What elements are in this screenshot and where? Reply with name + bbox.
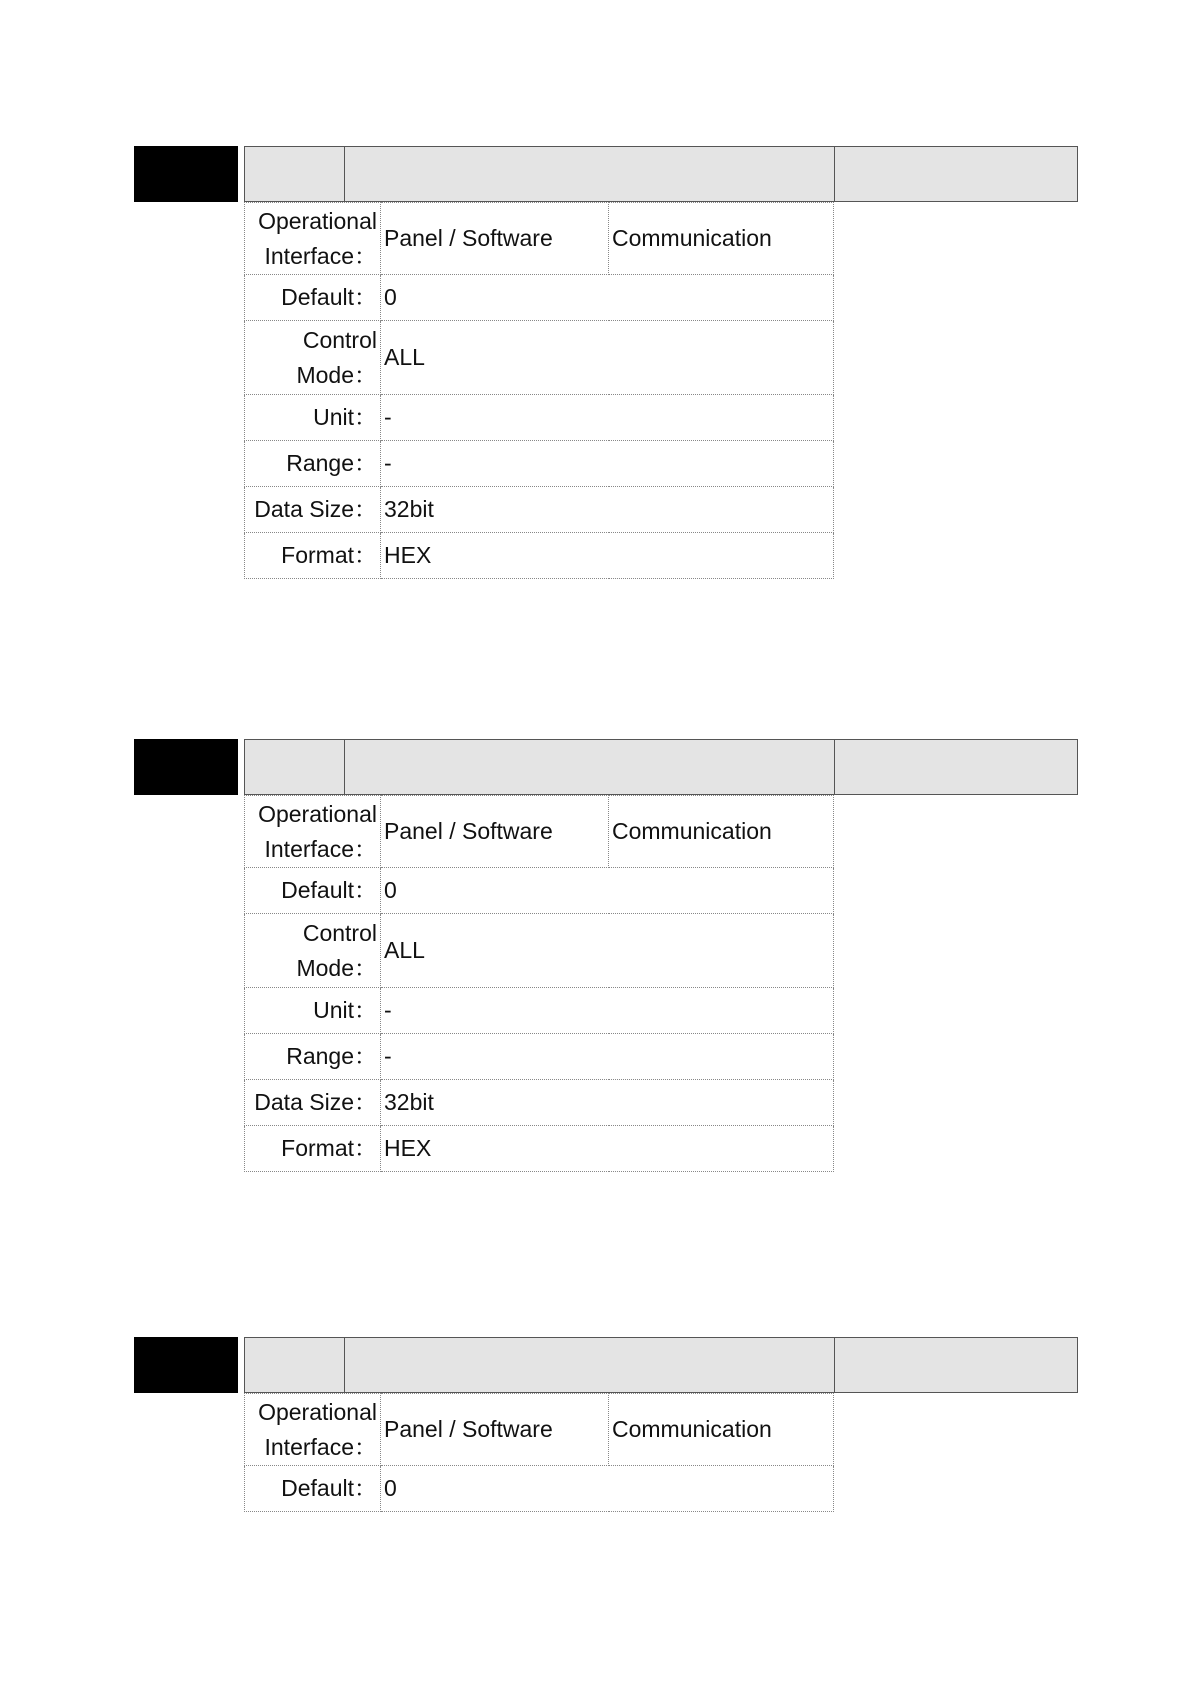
range-label: Range： <box>245 1034 381 1080</box>
data-size-value: 32bit <box>381 487 834 533</box>
range-label: Range： <box>245 441 381 487</box>
control-mode-row <box>245 321 834 395</box>
unit-label: Unit： <box>245 395 381 441</box>
parameter-code-box <box>134 146 238 202</box>
label-line: Interface： <box>264 835 377 862</box>
unit-value: - <box>381 988 834 1034</box>
parameter-code-box <box>134 1337 238 1393</box>
label-line: Control <box>302 326 377 353</box>
header-cell-name <box>345 1338 835 1392</box>
format-value: HEX <box>381 533 834 579</box>
unit-row <box>245 395 834 441</box>
range-value: - <box>381 441 834 487</box>
header-cell-name <box>345 147 835 201</box>
label-line: Interface： <box>264 1433 377 1460</box>
label-line: Mode： <box>296 954 377 981</box>
data-size-value: 32bit <box>381 1080 834 1126</box>
communication-value: Communication <box>609 796 834 868</box>
unit-value: - <box>381 395 834 441</box>
data-size-row <box>245 1080 834 1126</box>
panel-software-value: Panel / Software <box>381 796 609 868</box>
label-line: Operational <box>258 207 377 234</box>
operational-interface-label <box>245 203 381 275</box>
parameter-block-3 <box>0 1337 1190 1527</box>
default-row <box>245 1466 834 1512</box>
communication-value: Communication <box>609 1394 834 1466</box>
format-row <box>245 1126 834 1172</box>
format-label: Format： <box>245 533 381 579</box>
range-row <box>245 1034 834 1080</box>
parameter-header-row <box>244 1337 1078 1393</box>
label-line: Operational <box>258 1398 377 1425</box>
default-row <box>245 868 834 914</box>
label-line: Operational <box>258 800 377 827</box>
default-value: 0 <box>381 1466 834 1512</box>
operational-interface-row <box>245 796 834 868</box>
default-row <box>245 275 834 321</box>
header-cell-name <box>345 740 835 794</box>
data-size-row <box>245 487 834 533</box>
control-mode-row <box>245 914 834 988</box>
default-value: 0 <box>381 868 834 914</box>
parameter-block-1 <box>0 146 1190 586</box>
header-cell-attribute <box>245 740 345 794</box>
default-label: Default： <box>245 1466 381 1512</box>
header-cell-attribute <box>245 1338 345 1392</box>
control-mode-value: ALL <box>381 321 834 395</box>
parameter-header-row <box>244 739 1078 795</box>
label-line: Control <box>302 919 377 946</box>
panel-software-value: Panel / Software <box>381 203 609 275</box>
data-size-label: Data Size： <box>245 1080 381 1126</box>
default-value: 0 <box>381 275 834 321</box>
control-mode-label <box>245 914 381 988</box>
operational-interface-label <box>245 1394 381 1466</box>
format-value: HEX <box>381 1126 834 1172</box>
range-row <box>245 441 834 487</box>
data-size-label: Data Size： <box>245 487 381 533</box>
header-cell-address <box>835 1338 1077 1392</box>
label-line: Interface： <box>264 242 377 269</box>
parameter-spec-table <box>244 1393 834 1512</box>
control-mode-value: ALL <box>381 914 834 988</box>
parameter-block-2 <box>0 739 1190 1179</box>
communication-value: Communication <box>609 203 834 275</box>
unit-row <box>245 988 834 1034</box>
operational-interface-label <box>245 796 381 868</box>
header-cell-attribute <box>245 147 345 201</box>
header-cell-address <box>835 147 1077 201</box>
parameter-spec-table <box>244 202 834 579</box>
parameter-spec-table <box>244 795 834 1172</box>
parameter-code-box <box>134 739 238 795</box>
panel-software-value: Panel / Software <box>381 1394 609 1466</box>
parameter-header-row <box>244 146 1078 202</box>
header-cell-address <box>835 740 1077 794</box>
format-label: Format： <box>245 1126 381 1172</box>
default-label: Default： <box>245 868 381 914</box>
default-label: Default： <box>245 275 381 321</box>
unit-label: Unit： <box>245 988 381 1034</box>
range-value: - <box>381 1034 834 1080</box>
operational-interface-row <box>245 203 834 275</box>
control-mode-label <box>245 321 381 395</box>
label-line: Mode： <box>296 361 377 388</box>
operational-interface-row <box>245 1394 834 1466</box>
format-row <box>245 533 834 579</box>
